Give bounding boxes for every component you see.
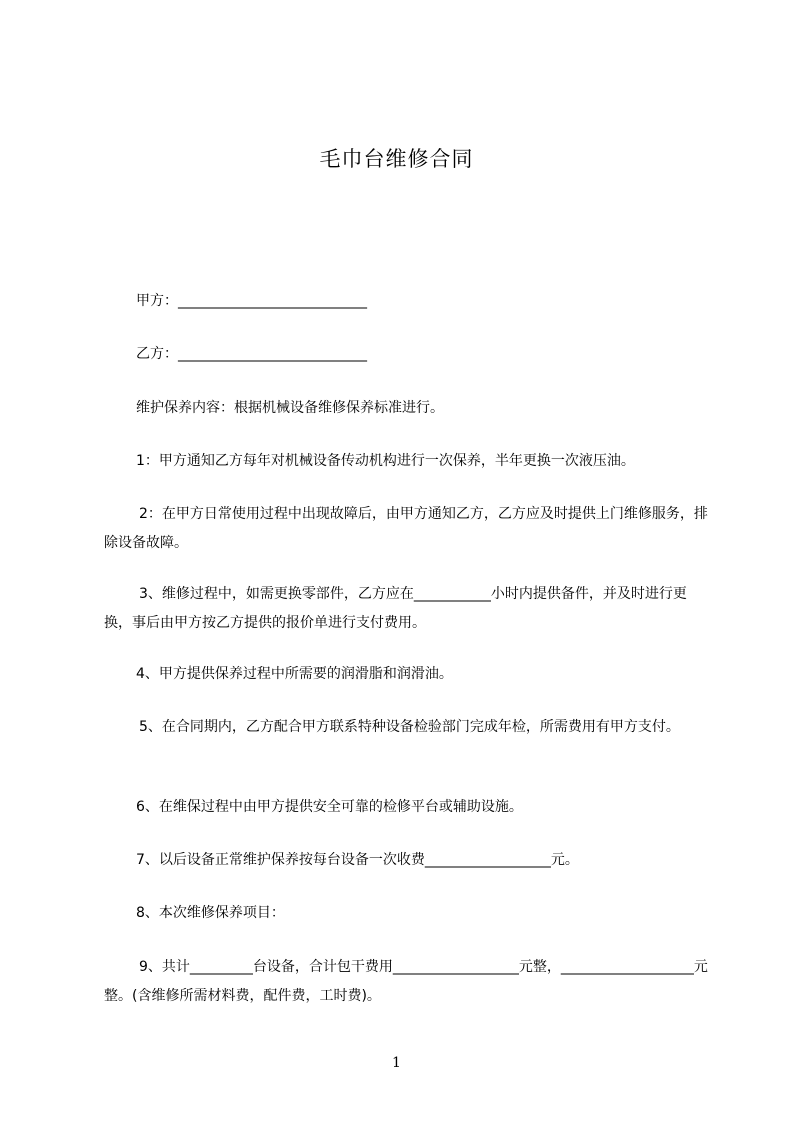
party-b-line: 乙方：___________________________ bbox=[136, 346, 367, 362]
party-a-line: 甲方：___________________________ bbox=[136, 293, 367, 309]
clause-2: 2：在甲方日常使用过程中出现故障后，由甲方通知乙方，乙方应及时提供上门维修服务，排除设备故障。 bbox=[104, 506, 708, 551]
clause-3: 3、维修过程中，如需更换零部件，乙方应在___________小时内提供备件，并及时进行更换，事后由甲方按乙方提供的报价单进行支付费用。 bbox=[104, 586, 687, 631]
clause-5: 5、在合同期内，乙方配合甲方联系特种设备检验部门完成年检，所需费用有甲方支付。 bbox=[139, 719, 680, 735]
page-number: 1 bbox=[392, 1055, 401, 1071]
clause-4: 4、甲方提供保养过程中所需要的润滑脂和润滑油。 bbox=[136, 666, 453, 682]
clause-1: 1：甲方通知乙方每年对机械设备传动机构进行一次保养，半年更换一次液压油。 bbox=[136, 453, 635, 469]
clause-8: 8、本次维修保养项目： bbox=[136, 905, 285, 921]
clause-6: 6、在维保过程中由甲方提供安全可靠的检修平台或辅助设施。 bbox=[136, 799, 523, 815]
maintenance-scope: 维护保养内容：根据机械设备维修保养标准进行。 bbox=[136, 400, 444, 416]
document-title: 毛巾台维修合同 bbox=[319, 147, 474, 171]
clause-7: 7、以后设备正常维护保养按每台设备一次收费__________________元。 bbox=[136, 852, 579, 868]
clause-9: 9、共计_________台设备，合计包干费用__________________元整，___________________元整。(含维修所需材料费，配件费，工时费)。 bbox=[104, 959, 708, 1004]
